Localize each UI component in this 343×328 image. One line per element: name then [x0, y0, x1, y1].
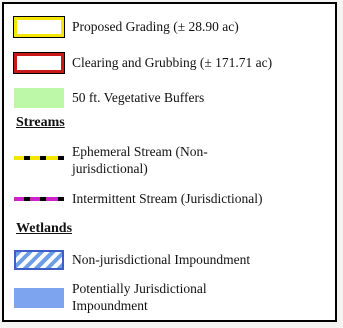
clearing-grubbing-swatch: [14, 53, 64, 73]
wetlands-heading: Wetlands: [16, 221, 73, 236]
ephemeral-stream-line: [14, 154, 64, 162]
proposed-grading-swatch: [14, 17, 64, 37]
ephemeral-stream-label: Ephemeral Stream (Non-jurisdictional): [72, 144, 208, 176]
proposed-grading-label: Proposed Grading (± 28.90 ac): [72, 19, 239, 34]
potentially-jurisdictional-impoundment-label: Potentially Jurisdictional Impoundment: [72, 281, 207, 313]
non-jurisdictional-impoundment-label: Non-jurisdictional Impoundment: [72, 252, 251, 267]
clearing-grubbing-label: Clearing and Grubbing (± 171.71 ac): [72, 55, 273, 70]
non-jurisdictional-impoundment-swatch: [14, 250, 64, 270]
streams-heading: Streams: [16, 115, 65, 130]
vegetative-buffer-label: 50 ft. Vegetative Buffers: [72, 90, 205, 105]
intermittent-stream-label: Intermittent Stream (Jurisdictional): [72, 191, 263, 206]
potentially-jurisdictional-impoundment-swatch: [14, 288, 64, 308]
vegetative-buffer-swatch: [14, 88, 64, 108]
map-legend: [2, 2, 337, 322]
intermittent-stream-line: [14, 195, 64, 203]
